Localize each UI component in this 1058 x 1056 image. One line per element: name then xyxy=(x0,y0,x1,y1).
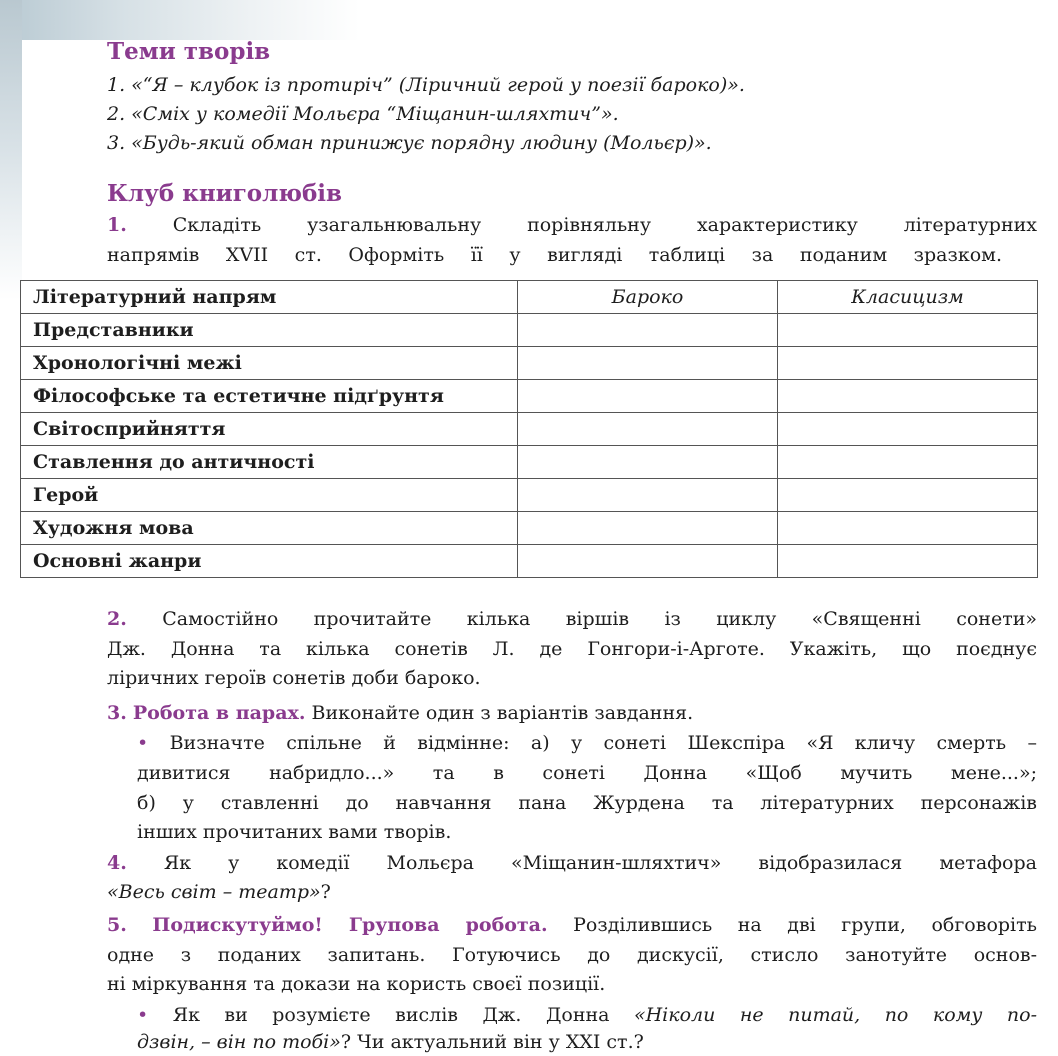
classicism-cell xyxy=(778,479,1038,512)
task4-quote: «Весь світ – театр» xyxy=(107,881,321,903)
table-row xyxy=(21,446,1038,479)
task2-line2: Дж. Донна та кілька сонетів Л. де Гонгори-і-Арготе. Укажіть, що поєднує xyxy=(107,638,1037,660)
task2-text-1: Самостійно прочитайте кілька віршів із циклу «Священні сонети» xyxy=(162,608,1037,630)
row-label: Світосприйняття xyxy=(21,413,518,446)
task3-bullet-line3: б) у ставленні до навчання пана Журдена та літературних персонажів xyxy=(137,792,1037,814)
task5-line1 xyxy=(107,912,1037,938)
task5-number: 5. xyxy=(107,914,127,936)
classicism-cell xyxy=(778,512,1038,545)
table-header-direction: Літературний напрям xyxy=(21,281,518,314)
table-row xyxy=(21,380,1038,413)
task5-bullet-quote-2: дзвін, – він по тобі» xyxy=(137,1031,341,1053)
task3-number: 3. xyxy=(107,702,127,724)
classicism-cell xyxy=(778,545,1038,578)
bullet-icon: • xyxy=(137,732,149,754)
classicism-cell xyxy=(778,347,1038,380)
task4-line1 xyxy=(107,850,1037,876)
club-heading: Клуб книголюбів xyxy=(107,180,343,207)
theme-item-1: 1. «“Я – клубок із протиріч” (Ліричний герой у поезії бароко)». xyxy=(107,74,745,96)
classicism-cell xyxy=(778,446,1038,479)
table-header-row xyxy=(21,281,1038,314)
task1-line1 xyxy=(107,212,1037,238)
task1-line2: напрямів XVII ст. Оформіть її у вигляді таблиці за поданим зразком. xyxy=(107,244,1002,266)
task5-bullet-post: ? Чи актуальний він у XXI ст.? xyxy=(340,1031,644,1053)
task4-line2 xyxy=(107,879,331,905)
task5-bullet-quote-1: «Ніколи не питай, по кому по- xyxy=(633,1004,1037,1026)
task5-title: Подискутуймо! Групова робота. xyxy=(152,914,548,936)
table-row xyxy=(21,314,1038,347)
task5-line2: одне з поданих запитань. Готуючись до дискусії, стисло занотуйте основ- xyxy=(107,944,1037,966)
row-label: Герой xyxy=(21,479,518,512)
task2-number: 2. xyxy=(107,608,127,630)
task4-text-1: Як у комедії Мольєра «Міщанин-шляхтич» відобразилася метафора xyxy=(163,852,1037,874)
row-label: Художня мова xyxy=(21,512,518,545)
table-header-baroque: Бароко xyxy=(518,281,778,314)
theme-item-2: 2. «Сміх у комедії Мольєра “Міщанин-шляхтич”». xyxy=(107,103,619,125)
baroque-cell xyxy=(518,347,778,380)
task3-bullet-text-1: Визначте спільне й відмінне: а) у сонеті Шекспіра «Я кличу смерть – xyxy=(169,732,1037,754)
task2-line3: ліричних героїв сонетів доби бароко. xyxy=(107,667,481,689)
classicism-cell xyxy=(778,380,1038,413)
task3-bullet-line1 xyxy=(137,730,1037,756)
task3-rest: Виконайте один з варіантів завдання. xyxy=(311,702,694,724)
task3-bullet-line4: інших прочитаних вами творів. xyxy=(137,821,452,843)
task3-bullet-line2: дивитися набридло...» та в сонеті Донна «Щоб мучить мене...»; xyxy=(137,762,1037,784)
table-row xyxy=(21,512,1038,545)
baroque-cell xyxy=(518,512,778,545)
task5-bullet-line1 xyxy=(137,1002,1037,1028)
task3-line xyxy=(107,700,693,726)
task1-number: 1. xyxy=(107,214,127,236)
baroque-cell xyxy=(518,446,778,479)
task5-bullet-pre: Як ви розумієте вислів Дж. Донна xyxy=(172,1004,610,1026)
task2-line1 xyxy=(107,606,1037,632)
task4-number: 4. xyxy=(107,852,127,874)
theme-item-3: 3. «Будь-який обман принижує порядну людину (Мольєр)». xyxy=(107,132,712,154)
task1-text-1: Складіть узагальнювальну порівняльну характеристику літературних xyxy=(172,214,1037,236)
classicism-cell xyxy=(778,413,1038,446)
baroque-cell xyxy=(518,314,778,347)
baroque-cell xyxy=(518,479,778,512)
baroque-cell xyxy=(518,413,778,446)
task5-bullet-line2 xyxy=(137,1029,644,1055)
row-label: Філософське та естетичне підґрунтя xyxy=(21,380,518,413)
baroque-cell xyxy=(518,380,778,413)
themes-heading: Теми творів xyxy=(107,38,271,65)
task3-title: Робота в парах. xyxy=(132,702,306,724)
row-label: Основні жанри xyxy=(21,545,518,578)
comparison-table xyxy=(20,280,1038,578)
table-row xyxy=(21,545,1038,578)
table-row xyxy=(21,479,1038,512)
table-row xyxy=(21,347,1038,380)
classicism-cell xyxy=(778,314,1038,347)
row-label: Хронологічні межі xyxy=(21,347,518,380)
task5-line3: ні міркування та докази на користь своєї позиції. xyxy=(107,973,606,995)
table-header-classicism: Класицизм xyxy=(778,281,1038,314)
table-row xyxy=(21,413,1038,446)
baroque-cell xyxy=(518,545,778,578)
task5-rest: Розділившись на дві групи, обговоріть xyxy=(573,914,1037,936)
row-label: Ставлення до античності xyxy=(21,446,518,479)
task4-end: ? xyxy=(320,881,331,903)
bullet-icon: • xyxy=(137,1004,149,1026)
row-label: Представники xyxy=(21,314,518,347)
